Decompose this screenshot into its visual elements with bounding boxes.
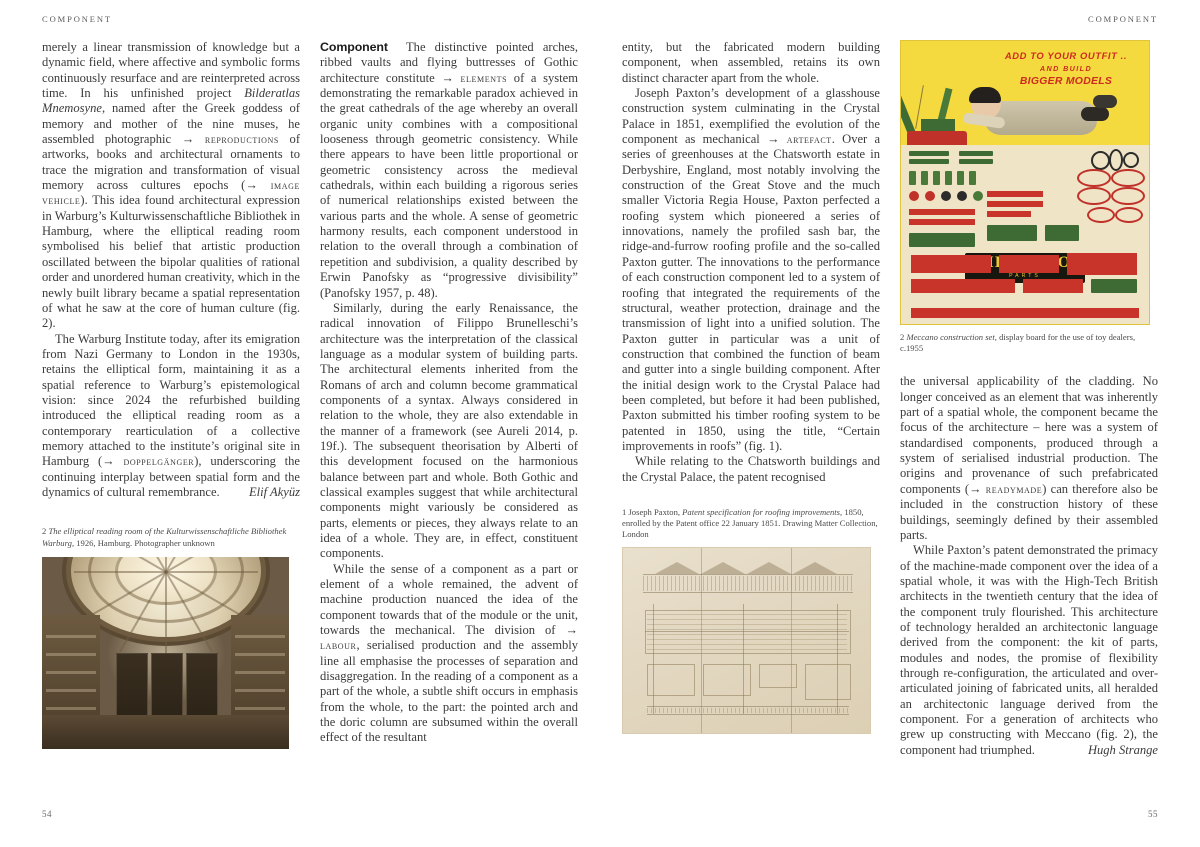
c1-p1-b: , named after the Greek goddess of memory and mother of the nine muses, he assembled photographic → xyxy=(42,101,300,147)
meccano-boy-illustration xyxy=(961,87,1111,143)
c2-p3-b: , serialised production and the assembly line all emphasise the processes of separation and disaggregation. In the reading of a component as a part of the whole, a subtle shift occurs in emphasis from the whole, to the part: the pointed arch and the doric column are subsumed within the overall effect of the resultant xyxy=(320,638,578,745)
figure-reading-room-caption xyxy=(42,526,300,548)
c2-p1-b: of a system demonstrating the remarkable paradox achieved in the great cathedrals of the age whereby an overall organic unity combines with a compositional looseness through geometric consistency. While there appears to have been little proportional or geometric consistency across the medieval cathedrals, within each building a rigorous series of numerical relationships existed between the various parts and the whole. A sense of geometric harmony results, each component understood in relation to the overall through a combination of repetition and subdivision, a quality described by Erwin Panofsky as “progressive divisibility” (Panofsky 1957, p. 48). xyxy=(320,70,578,300)
fig1-author: Joseph Paxton, xyxy=(628,506,683,517)
c4-p1-a: the universal applicability of the cladding. No longer conceived as an element that was inherently part of a spatial whole, the component became the focus of the architecture – here was a system of standardised components, produced through a system of serialised industrial production. The origins and provenance of such prefabricated components (→ xyxy=(900,374,1158,496)
column4-author: Hugh Strange xyxy=(1087,742,1158,757)
c1-p1-d: ). This idea found architectural expression in Warburg’s Kulturwissenschaftliche Bibliothek in Hamburg, where the elliptical reading room symbolised his belief that artistic production oscillated between the bipolar qualities of rational order and unordered human creativity, which in the newly built library became a spatial representation of what he saw at the core of human culture (fig. 2). xyxy=(42,193,300,331)
fig1-rest: , 1850, enrolled by the Patent office 22 January 1851. Drawing Matter Collection, London xyxy=(622,506,878,540)
running-head-left: COMPONENT xyxy=(42,14,112,24)
right-page-columns xyxy=(622,40,1158,758)
meccano-logo-subtext: PARTS xyxy=(1009,273,1041,279)
entry-heading-component: Component xyxy=(320,40,388,54)
c4-p2: While Paxton’s patent demonstrated the primacy of the machine-made component over the idea of a spatial whole, it was with the High-Tech British architects in the twentieth century that the idea of the component truly flourished. This architecture of technology heralded an architectonic language derived from the component: the kit of parts, modules and nodes, the promise of flexibility through re-configuration, the articulated and over-articulated joining of fabricated units, all heralded an architectonic language derived from the component. For a generation of architects who grew up constructing with Meccano (fig. 2), the component had triumphed. xyxy=(900,543,1158,757)
fig1-title: Patent specification for roofing improvements xyxy=(682,506,841,517)
c4-p1-smallcaps-readymade: readymade xyxy=(985,481,1043,496)
c3-p2-a: Joseph Paxton’s development of a glasshouse construction system culminating in the Crystal Palace in 1851, exemplified the evolution of the component as mechanical → xyxy=(622,86,880,147)
column2-paragraph-3 xyxy=(320,562,578,746)
column4-paragraph-1 xyxy=(900,374,1158,543)
column2-paragraph-1 xyxy=(320,40,578,301)
column2-paragraph-2: Similarly, during the early Renaissance, the radical innovation of Filippo Brunelleschi’s architecture was the interpretation of the classical language as a modular system of building parts. The architectural elements inherited from the Romans of arch and column become grammatical components of a syntax. Always considered in relation to the whole, they are also extendable in the manner of a framework (see Aureli 2014, p. 19f.). The subsequent theorisation by Alberti of this development focused on the harmonious balance between part and whole. Both Gothic and classical examples suggest that while architectural components might variously be considered as parts, elements or pieces, they always relate to an idea of a whole. They are, in effect, constituent components. xyxy=(320,300,578,561)
reading-room-photo xyxy=(42,557,289,749)
page-number-left: 54 xyxy=(42,809,52,819)
meccano-parts-board xyxy=(901,145,1149,324)
running-head-right: COMPONENT xyxy=(1088,14,1158,24)
c1-p1-a: merely a linear transmission of knowledge but a dynamic field, where affective and symbolic forms continuously resurface and are reinterpreted across time. In his unfinished project xyxy=(42,40,300,101)
column1-paragraph-2 xyxy=(42,332,300,501)
meccano-bottom-bar xyxy=(911,308,1139,318)
figure-patent xyxy=(622,507,880,734)
c1-p1-c: of artworks, books and architectural ornaments to trace the migration and transformation of visual memory across cultures epochs (→ xyxy=(42,132,300,193)
c1-p2-smallcaps-doppelganger: doppelgänger xyxy=(123,454,195,469)
fig1-number: 1 xyxy=(622,506,627,517)
column-1 xyxy=(42,40,300,749)
floor xyxy=(42,715,289,749)
page-number-right: 55 xyxy=(1148,809,1158,819)
c1-p2-a: The Warburg Institute today, after its emigration from Nazi Germany to London in the 1930s, retains the elliptical form, maintaining it as a spatial reference to Warburg’s epistemological vision: since 2024 the refurbished building introduced the elliptical reading room as a contemporary rearticulation of a collective memory attached to the institute’s original site in Hamburg (→ xyxy=(42,331,300,469)
c1-p1-smallcaps-image-vehicle: image vehicle xyxy=(42,178,300,208)
column1-author: Elif Akyüz xyxy=(249,484,300,499)
column-4 xyxy=(900,40,1158,758)
fig2-right-number: 2 xyxy=(900,332,905,342)
figure-patent-caption xyxy=(622,507,880,541)
c3-p2-smallcaps-artefact: artefact xyxy=(786,132,832,147)
fig2-left-title: The elliptical reading room of the Kulturwissenschaftliche Bibliothek Warburg xyxy=(42,526,287,548)
right-page xyxy=(600,0,1200,847)
c1-p2-b: ), underscoring the continuing interplay between spatial form and the dynamics of cultural remembrance. xyxy=(42,454,300,499)
meccano-headline-line3: BIGGER MODELS xyxy=(1019,76,1113,87)
fig2-left-number: 2 xyxy=(42,526,47,537)
c1-p1-smallcaps-reproductions: reproductions xyxy=(204,132,279,147)
c2-p1-a: The distinctive pointed arches, ribbed vaults and flying buttresses of Gothic architecture constitute → xyxy=(320,40,579,85)
column-3 xyxy=(622,40,880,758)
left-page-columns xyxy=(42,40,578,749)
column3-paragraph-1: entity, but the fabricated modern building component, when assembled, retains its own distinct character apart from the whole. xyxy=(622,40,880,85)
column1-paragraph-1 xyxy=(42,40,300,332)
figure-reading-room xyxy=(42,526,300,748)
column3-paragraph-3: While relating to the Chatsworth buildings and the Crystal Palace, the patent recognised xyxy=(622,454,880,484)
c4-p1-b: ) can therefore also be included in the construction history of these buildings, seemingly defined by their assembled parts. xyxy=(900,481,1158,542)
c3-p2-b: . Over a series of greenhouses at the Chatsworth estate in Derbyshire, England, most notably involving the construction of the Great Stove and the much smaller Victoria Regia House, Paxton perfected a roofing system which pioneered a series of innovations, namely the profiled sash bar, the ridge-and-furrow roofing profile and the so-called Paxton gutter. The innovations to the performance of each construction component led to a system of roofing that integrated the requirements of the structural, weather protection, drainage and the transmission of light into a unified solution. The Paxton gutter in particular was a unit of construction that combined the function of beam and gutter into a single building component. After the initial design work to the Crystal Palace had been completed, but before it had been published, Paxton submitted his timber roofing system to be patented in 1850, using the title, “Certain improvements in roofs” (fig. 1). xyxy=(622,132,881,453)
column4-paragraph-2 xyxy=(900,543,1158,758)
figure-meccano-caption xyxy=(900,332,1158,354)
c2-p3-smallcaps-labour: labour xyxy=(320,638,357,653)
column3-paragraph-2 xyxy=(622,86,880,454)
c2-p3-a: While the sense of a component as a part or element of a whole remained, the advent of machine production nuanced the idea of the component towards that of the module or the unit, towards the mechanical. The division of → xyxy=(320,561,578,638)
meccano-poster-photo xyxy=(900,40,1150,325)
c1-p1-italic: Bilderatlas Mnemosyne xyxy=(42,86,300,116)
meccano-headline-line2: AND BUILD xyxy=(1039,64,1093,73)
patent-drawing-photo xyxy=(622,547,871,734)
c2-p1-smallcaps-elements: elements xyxy=(460,70,508,85)
meccano-headline-line1: ADD TO YOUR OUTFIT .. xyxy=(1004,50,1128,61)
fig2-right-rest: , display board for the use of toy dealers, c.1955 xyxy=(900,332,1136,354)
meccano-headline xyxy=(991,49,1141,88)
fig2-left-rest: , 1926, Hamburg. Photographer unknown xyxy=(71,537,215,548)
column-2 xyxy=(320,40,578,749)
fig2-right-title: Meccano construction set xyxy=(906,332,995,342)
